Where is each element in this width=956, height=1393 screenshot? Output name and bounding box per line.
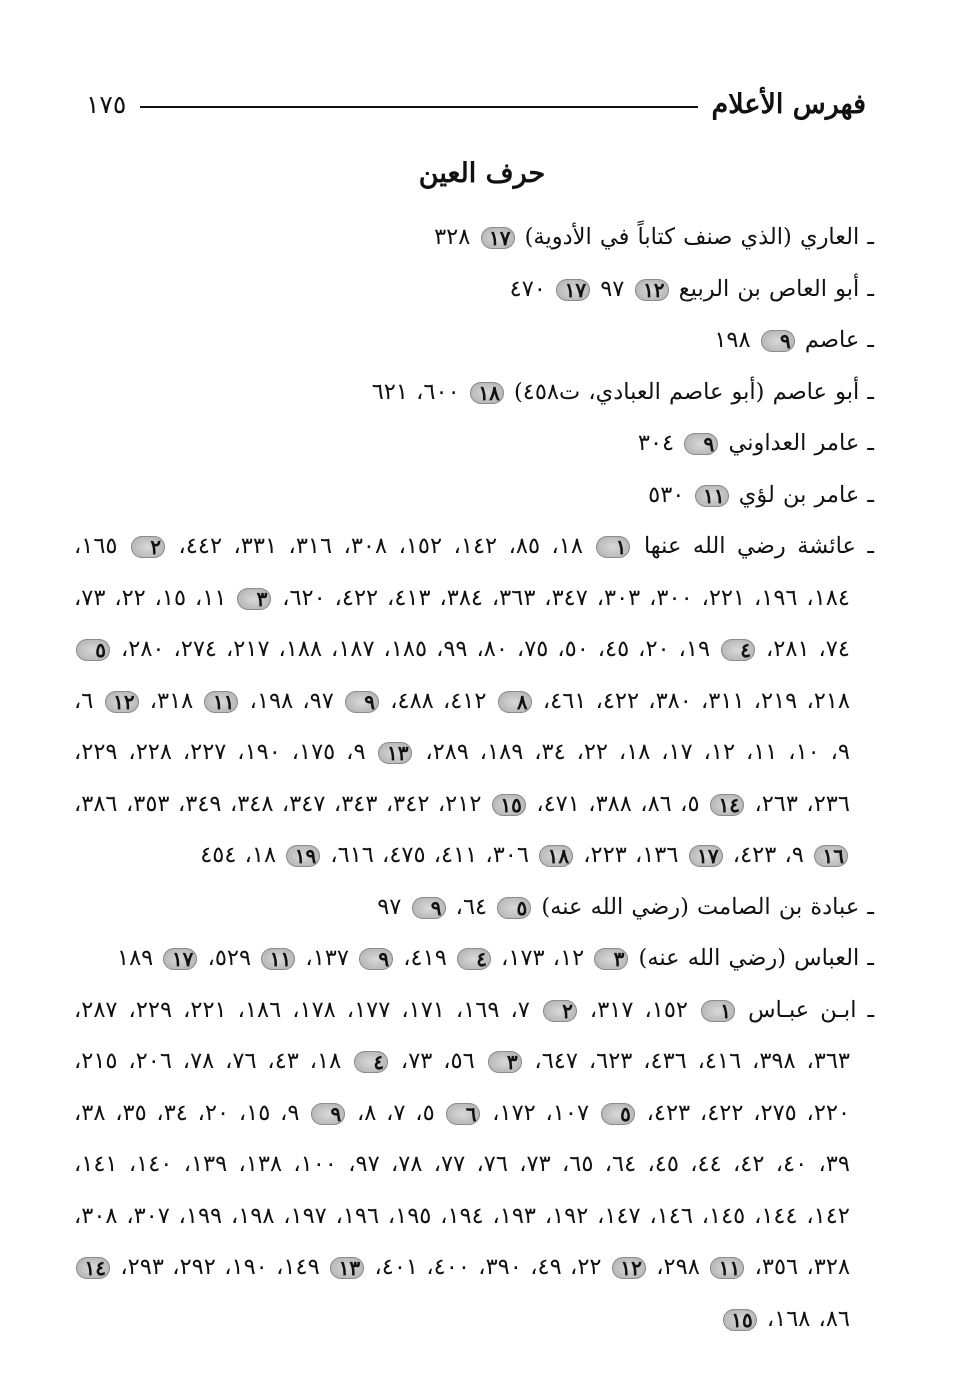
entry-text: ـ أبو العاص بن الربيع	[670, 275, 874, 302]
volume-badge: ١٢	[635, 279, 669, 301]
entry-text: ـ العاري (الذي صنف كتاباً في الأدوية)	[516, 224, 874, 250]
index-entries	[74, 212, 874, 1345]
volume-badge: ١٣	[378, 742, 412, 764]
section-heading	[0, 158, 956, 189]
volume-badge: ١٧	[481, 227, 515, 249]
entry-text: ١٣٧،	[297, 945, 358, 971]
volume-badge: ٢	[543, 1000, 577, 1022]
entry-text: ٦٠٠، ٦٢١	[371, 378, 468, 405]
volume-badge: ١	[596, 536, 630, 558]
entry-text: ٢٢، ٤٩، ٣٩٠، ٤٠٠، ٤٠١،	[366, 1254, 610, 1280]
volume-badge: ١٧	[163, 948, 197, 970]
entry-text: ٢٩٨،	[647, 1254, 709, 1280]
volume-badge: ١٨	[539, 845, 573, 867]
entry-text: ٩٧	[592, 275, 633, 302]
volume-badge: ٩	[311, 1103, 345, 1125]
entry-text: ٩، ١٥، ٢٠، ٣٤، ٣٥، ٣٨، ٣٩، ٤٠، ٤٢، ٤٤، ٤٥، ٦٤، ٦٥، ٧٣، ٧٦، ٧٧، ٧٨، ٩٧، ١٠٠، ١٣٨، ١٣٩، ١٤٠، ١٤١، ١٤٢، ١٤٤، ١٤٥، ١٤٦، ١٤٧، ١٩٢، ١٩٣، ١٩٤، ١٩٥، ١٩٦، ١٩٧، ١٩٨، ١٩٩، ٣٠٧، ٣٠٨، ٣٢٨، ٣٥٦،	[74, 1099, 851, 1280]
header-rule	[140, 106, 697, 108]
entry-text: ١٨، ٤٥٤	[200, 842, 285, 868]
entry-text: ٥٦، ٧٣،	[390, 1048, 486, 1074]
volume-badge: ٩	[412, 897, 446, 919]
volume-badge: ١٦	[814, 845, 848, 867]
header-title: فهرس الأعلام	[711, 88, 866, 120]
index-entry	[74, 882, 874, 934]
volume-badge: ١٤	[76, 1257, 110, 1279]
volume-badge: ١٤	[710, 794, 744, 816]
volume-badge: ٤	[457, 948, 491, 970]
entry-text: ١٠٧، ١٧٢،	[482, 1099, 599, 1126]
entry-text: ١٨، ٨٥، ١٤٢، ١٥٢، ٣٠٨، ٣١٦، ٣٣١، ٤٤٢،	[167, 533, 595, 559]
entry-text: ٥، ٨٦، ٣٨٨، ٤٧١،	[527, 790, 708, 817]
index-entry	[74, 315, 874, 367]
index-entry	[74, 521, 874, 882]
entry-text: ٩٧، ١٩٨،	[240, 687, 344, 714]
entry-text: ٥، ٧، ٨،	[347, 1099, 445, 1126]
entry-text: ٧، ١٦٩، ١٧١، ١٧٧، ١٧٨، ١٨٦، ٢٢١، ٢٢٩، ٢٨٧، ٣٦٣، ٣٩٨، ٤١٦، ٤٣٦، ٦٢٣، ٦٤٧،	[74, 996, 850, 1074]
entry-text: ١٤٩، ١٩٠، ٢٩٢، ٢٩٣،	[112, 1254, 329, 1280]
volume-badge: ١١	[261, 948, 295, 970]
entry-text: ـ أبو عاصم (أبو عاصم العبادي، ت٤٥٨)	[505, 378, 874, 405]
index-entry	[74, 985, 874, 1346]
volume-badge: ٤	[354, 1051, 388, 1073]
entry-text: ٦، ٩، ١٠، ١١، ١٢، ١٧، ١٨، ٢٢، ٣٤، ١٨٩، ٢٨٩،	[74, 687, 850, 765]
volume-badge: ٩	[761, 330, 795, 352]
entry-text: ٦٤،	[447, 893, 496, 920]
entry-text: ـ عامر العداوني	[720, 430, 874, 456]
entry-text: ١٨٩	[117, 945, 162, 971]
entry-text: ٣٠٦، ٤١١، ٤٧٥، ٦١٦،	[322, 842, 538, 868]
entry-text: ـ عائشة رضي الله عنها	[632, 533, 874, 559]
volume-badge: ١٨	[470, 382, 504, 404]
volume-badge: ١١	[204, 691, 238, 713]
volume-badge: ٨	[498, 691, 532, 713]
volume-badge: ١١	[695, 485, 729, 507]
volume-badge: ١٥	[723, 1309, 757, 1331]
index-entry	[74, 367, 874, 419]
entry-text: ١٨، ٤٣، ٧٦، ٧٨، ٢٠٦، ٢١٥، ٢٢٠، ٢٧٥، ٤٢٢، ٤٢٣،	[74, 1048, 851, 1126]
volume-badge: ٥	[76, 639, 110, 661]
volume-badge: ٩	[359, 948, 393, 970]
index-entry	[74, 418, 874, 470]
entry-text: ٣١٨،	[140, 687, 203, 714]
volume-badge: ٦	[446, 1103, 480, 1125]
entry-text: ٢١٢، ٣٤٢، ٣٤٣، ٣٤٧، ٣٤٨، ٣٤٩، ٣٥٣، ٣٨٦،	[74, 790, 490, 817]
entry-text: ١٦٥، ١٨٤، ١٩٦، ٢٢١، ٣٠٠، ٣٠٣، ٣٤٧، ٣٦٣، ٣٨٤، ٤١٣، ٤٢٢، ٦٢٠،	[74, 533, 850, 611]
entry-text: ١٩، ٢٠، ٤٥، ٥٠، ٧٥، ٨٠، ٩٩، ١٨٥، ١٨٧، ١٨٨، ٢١٧، ٢٧٤، ٢٨٠،	[112, 636, 720, 662]
entry-text: ١٣٦، ٢٢٣،	[575, 842, 687, 868]
entry-text: ٥٢٩،	[199, 945, 260, 971]
section-title: حرف العين	[418, 158, 546, 189]
entry-text: ٤١٩،	[395, 945, 455, 971]
volume-badge: ٤	[721, 639, 755, 661]
index-entry	[74, 470, 874, 522]
volume-badge: ٩	[684, 433, 718, 455]
volume-badge: ١٢	[105, 691, 139, 713]
volume-badge: ٣	[237, 588, 271, 610]
volume-badge: ٣	[488, 1051, 522, 1073]
entry-text: ٩، ٤٢٣،	[724, 842, 812, 868]
volume-badge: ٣	[594, 948, 628, 970]
entry-text: ٩، ١٧٥، ١٩٠، ٢٢٧، ٢٢٨، ٢٢٩، ٢٣٦، ٢٦٣،	[74, 739, 850, 817]
entry-text: ٣٠٤	[637, 430, 683, 456]
volume-badge: ٥	[601, 1103, 635, 1125]
entry-text: ـ ابـن عبـاس	[737, 996, 875, 1023]
volume-badge: ١٧	[689, 845, 723, 867]
entry-text: ٥٣٠	[648, 481, 693, 508]
volume-badge: ١٣	[330, 1257, 364, 1279]
entry-text: ٩٧	[377, 893, 410, 920]
volume-badge: ٩	[345, 691, 379, 713]
entry-text: ١٥٢، ٣١٧،	[578, 996, 700, 1023]
page-number: ١٧٥	[86, 89, 127, 119]
entry-text: ـ العباس (رضي الله عنه)	[630, 945, 874, 971]
entry-text: ـ عبادة بن الصامت (رضي الله عنه)	[533, 893, 874, 920]
volume-badge: ٥	[497, 897, 531, 919]
volume-badge: ١٢	[612, 1257, 646, 1279]
volume-badge: ١	[701, 1000, 735, 1022]
index-entry	[74, 212, 874, 264]
entry-text: ٣٢٨	[434, 224, 479, 250]
volume-badge: ١٩	[286, 845, 320, 867]
entry-text: ١١، ١٥، ٢٢، ٧٣، ٧٤، ٢٨١،	[74, 584, 850, 662]
volume-badge: ١٧	[556, 279, 590, 301]
entry-text: ١٩٨	[714, 327, 759, 353]
entry-text: ١٢، ١٧٣،	[492, 945, 593, 971]
volume-badge: ١١	[710, 1257, 744, 1279]
entry-text: ٨٦، ١٦٨،	[758, 1305, 850, 1332]
index-entry	[74, 264, 874, 316]
entry-text: ـ عاصم	[796, 327, 874, 353]
entry-text: ٤٧٠	[509, 275, 555, 302]
entry-text: ٢١٨، ٢١٩، ٣١١، ٣٨٠، ٤٢٢، ٤٦١،	[533, 687, 850, 714]
index-entry	[74, 933, 874, 985]
volume-badge: ٢	[131, 536, 165, 558]
entry-text: ٤١٢، ٤٨٨،	[381, 687, 496, 714]
entry-text: ـ عامر بن لؤي	[730, 481, 874, 508]
volume-badge: ١٥	[492, 794, 526, 816]
running-header	[86, 84, 866, 124]
